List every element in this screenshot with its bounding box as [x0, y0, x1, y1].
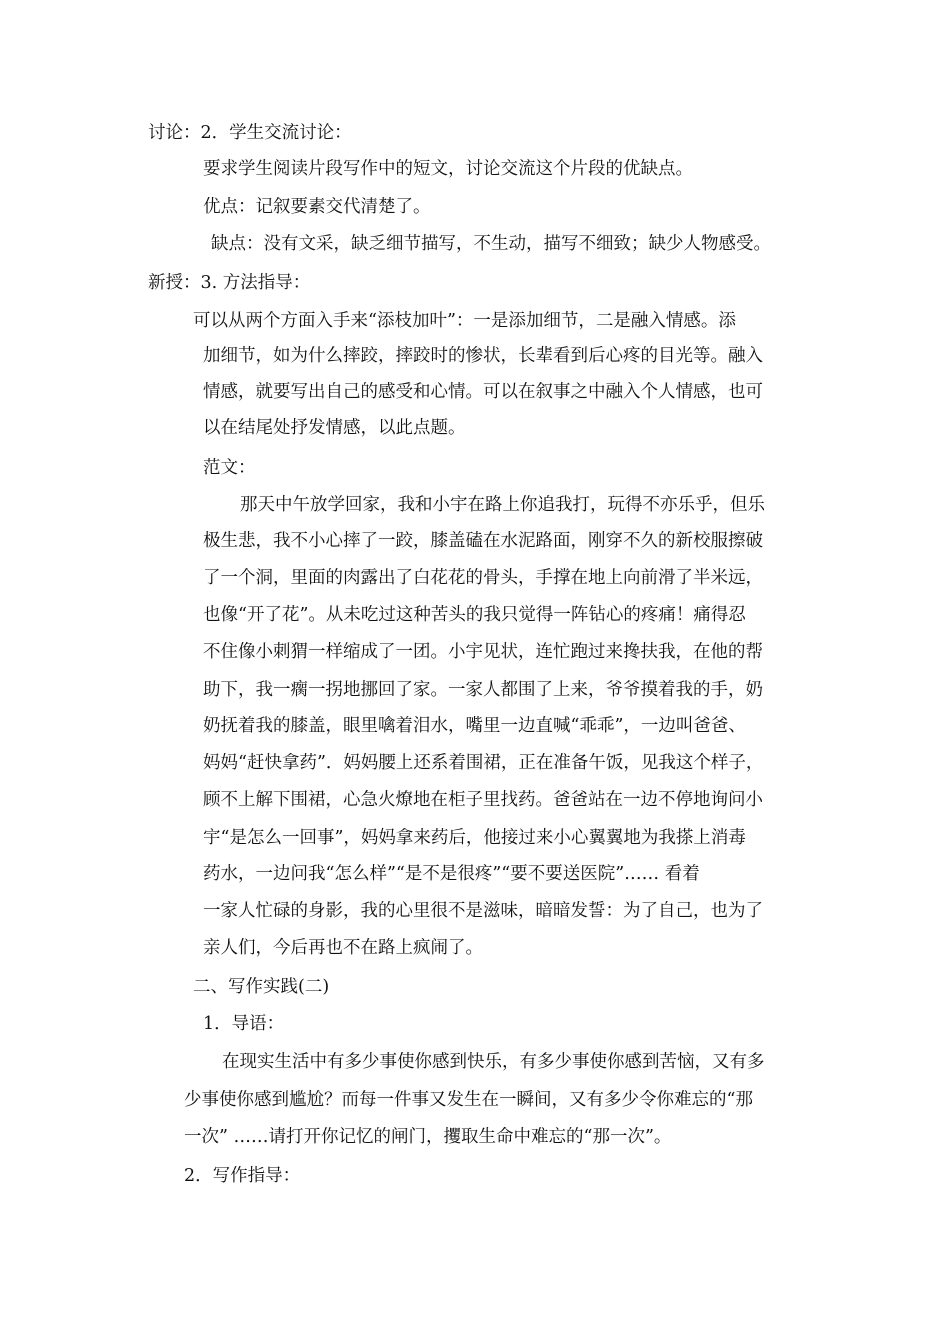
method-line: 可以从两个方面入手来“添枝加叶”：一是添加细节，二是融入情感。添: [193, 311, 736, 331]
practice-guide-label: 2．写作指导：: [184, 1166, 301, 1186]
intro-line: 一次” ……请打开你记忆的闸门，攫取生命中难忘的“那一次”。: [184, 1127, 672, 1147]
method-line: 加细节，如为什么摔跤，摔跤时的惨状，长辈看到后心疼的目光等。融入: [203, 346, 763, 366]
practice-intro-label: 1．导语：: [203, 1014, 285, 1034]
example-line: 亲人们，今后再也不在路上疯闹了。: [203, 938, 483, 958]
method-line: 情感，就要写出自己的感受和心情。可以在叙事之中融入个人情感，也可: [203, 382, 763, 402]
example-line: 奶抚着我的膝盖，眼里噙着泪水，嘴里一边直喊“乖乖”，一边叫爸爸、: [203, 716, 746, 736]
example-line: 一家人忙碌的身影，我的心里很不是滋味，暗暗发誓：为了自己，也为了: [203, 901, 763, 921]
example-line: 极生悲，我不小心摔了一跤，膝盖磕在水泥路面，刚穿不久的新校服擦破: [203, 531, 763, 551]
discussion-strength: 优点：记叙要素交代清楚了。: [203, 197, 431, 217]
discussion-requirement: 要求学生阅读片段写作中的短文，讨论交流这个片段的优缺点。: [203, 159, 693, 179]
example-line: 妈妈“赶快拿药”．妈妈腰上还系着围裙，正在准备午饭，见我这个样子，: [203, 753, 764, 773]
example-line: 那天中午放学回家，我和小宇在路上你追我打，玩得不亦乐乎，但乐: [240, 495, 765, 515]
intro-line: 少事使你感到尴尬？而每一件事又发生在一瞬间，又有多少令你难忘的“那: [184, 1090, 753, 1110]
discussion-heading: 讨论：2．学生交流讨论：: [148, 123, 352, 143]
method-line: 以在结尾处抒发情感，以此点题。: [203, 418, 466, 438]
new-lesson-heading: 新授：3. 方法指导：: [148, 273, 311, 293]
example-line: 顾不上解下围裙，心急火燎地在柜子里找药。爸爸站在一边不停地询问小: [203, 790, 763, 810]
example-line: 不住像小刺猬一样缩成了一团。小宇见状，连忙跑过来搀扶我，在他的帮: [203, 642, 763, 662]
example-line: 助下，我一瘸一拐地挪回了家。一家人都围了上来，爷爷摸着我的手，奶: [203, 680, 763, 700]
example-label: 范文：: [203, 458, 256, 478]
example-line: 了一个洞，里面的肉露出了白花花的骨头，手撑在地上向前滑了半米远，: [203, 568, 763, 588]
practice-heading: 二、写作实践(二): [193, 977, 330, 997]
example-line: 也像“开了花”。从未吃过这种苦头的我只觉得一阵钻心的疼痛！痛得忍: [203, 605, 746, 625]
intro-line: 在现实生活中有多少事使你感到快乐，有多少事使你感到苦恼，又有多: [222, 1052, 765, 1072]
example-line: 宇“是怎么一回事”，妈妈拿来药后，他接过来小心翼翼地为我搽上消毒: [203, 828, 746, 848]
discussion-weakness: 缺点：没有文采，缺乏细节描写，不生动，描写不细致；缺少人物感受。: [211, 234, 771, 254]
example-line: 药水，一边问我“怎么样”“是不是很疼”“要不要送医院”…… 看着: [203, 864, 700, 884]
